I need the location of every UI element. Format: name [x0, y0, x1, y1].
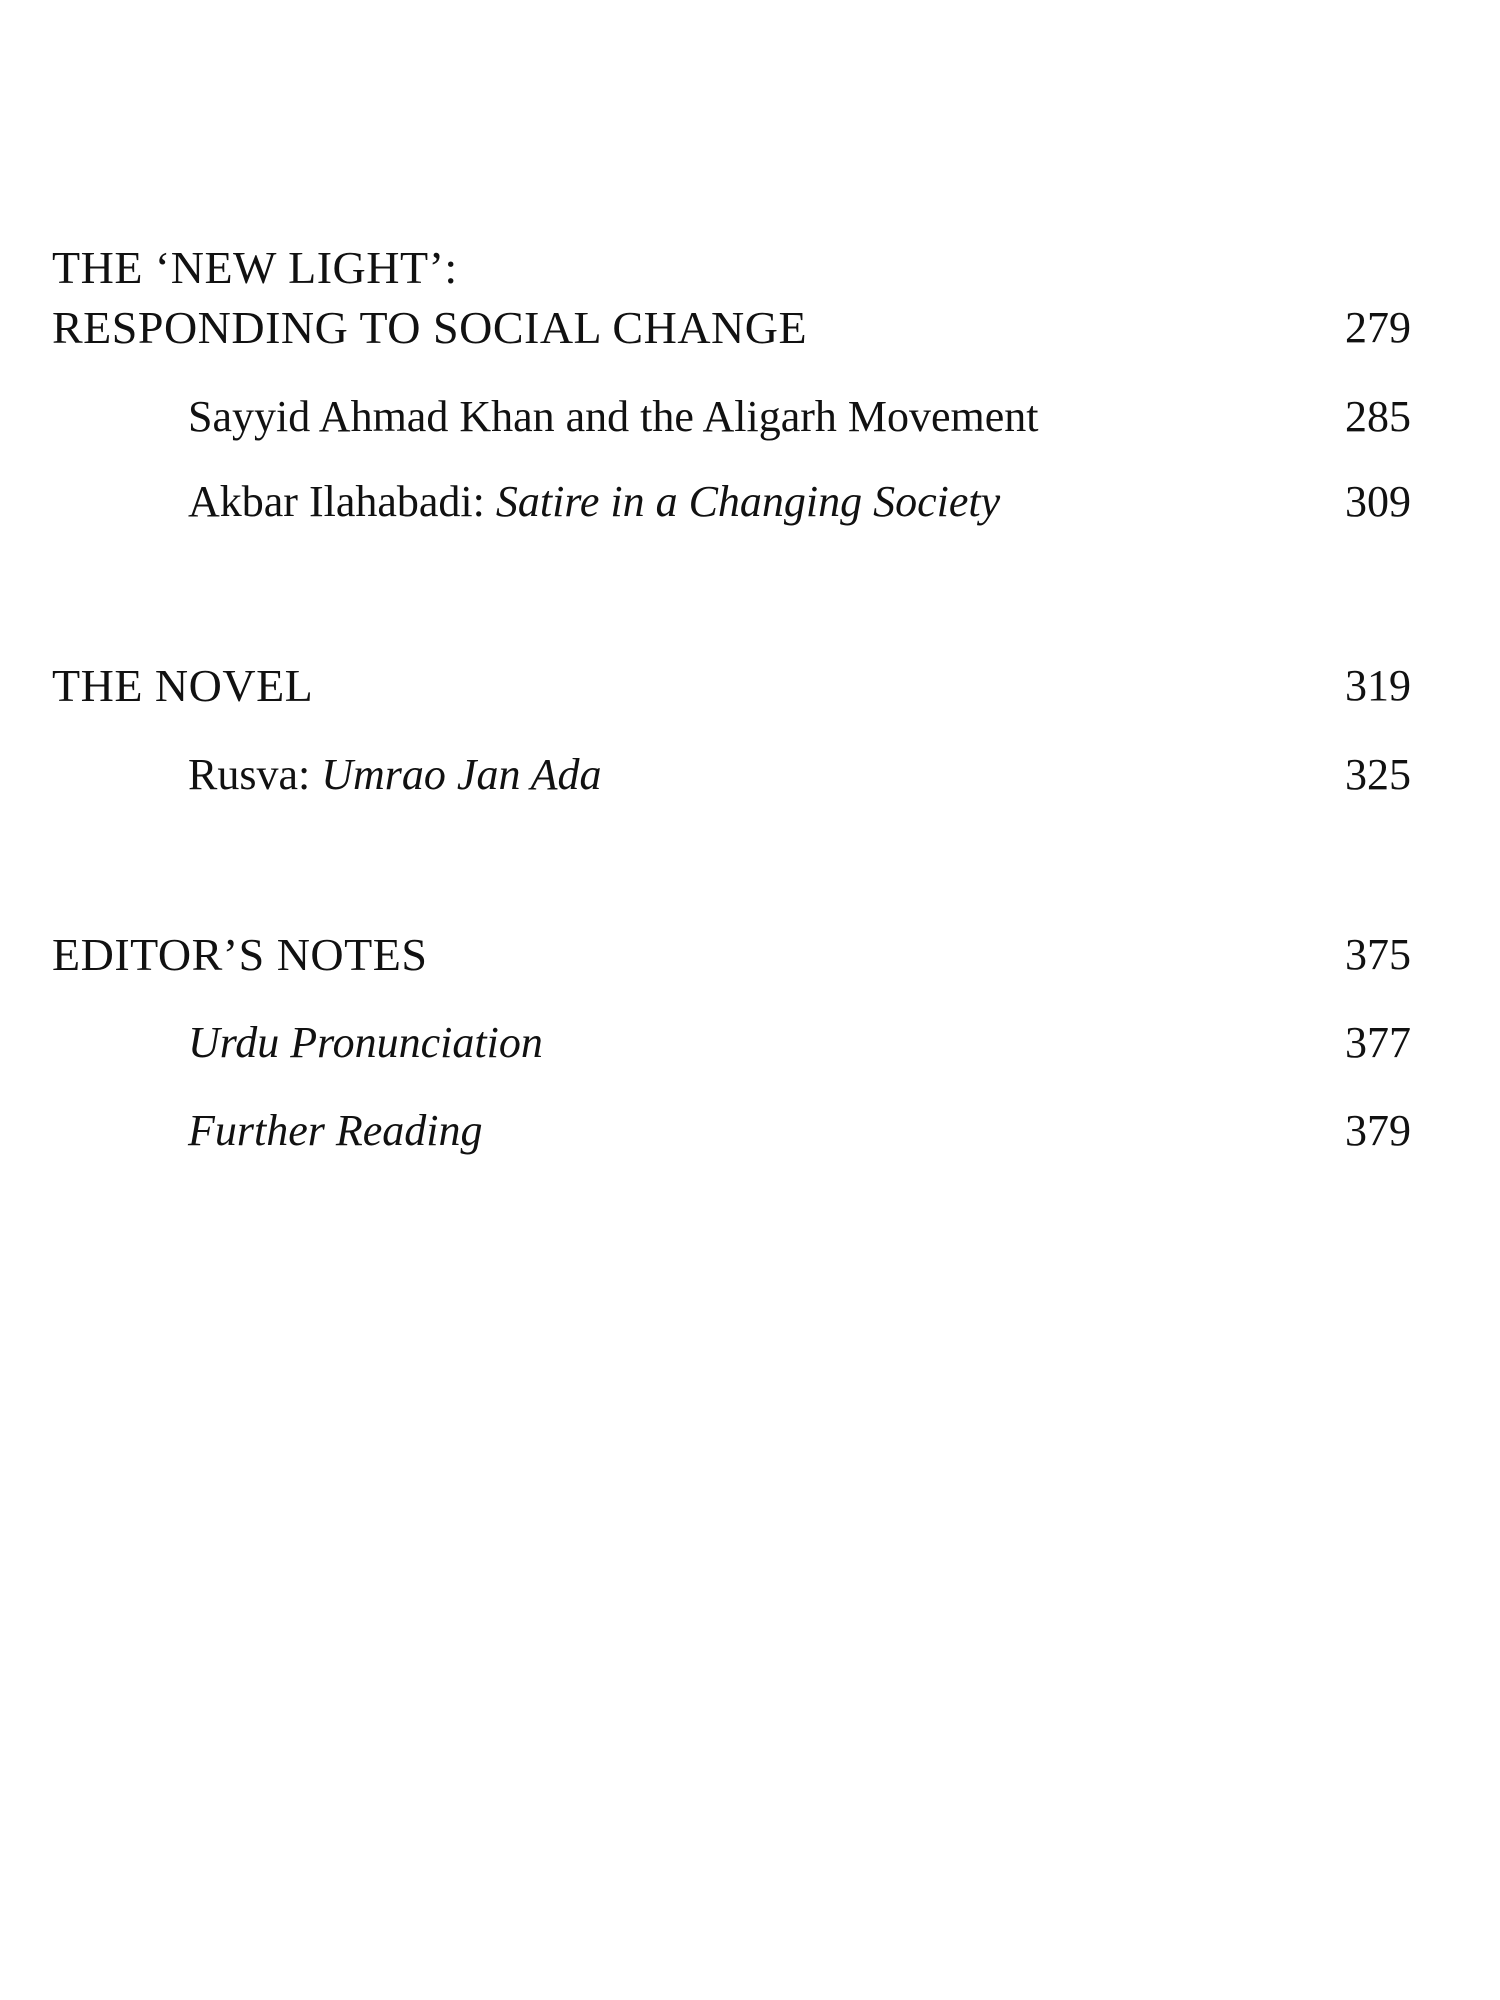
toc-entry-work-title: Umrao Jan Ada — [321, 750, 602, 799]
toc-entry-rusva[interactable] — [0, 745, 1500, 805]
toc-entry-urdu-pronunciation[interactable] — [0, 1013, 1500, 1073]
toc-entry-title: Urdu Pronunciation — [188, 1018, 543, 1067]
toc-section-new-light[interactable] — [0, 298, 1500, 358]
toc-page-number: 377 — [1345, 1018, 1411, 1067]
toc-page-number: 325 — [1345, 750, 1411, 799]
toc-section-title: THE ‘NEW LIGHT’: — [52, 242, 458, 293]
toc-section-editors-notes[interactable] — [0, 925, 1500, 985]
toc-entry-sayyid-ahmad-khan[interactable] — [0, 387, 1500, 447]
toc-entry-title — [188, 472, 1000, 532]
toc-section-title: RESPONDING TO SOCIAL CHANGE — [52, 302, 808, 353]
toc-entry-akbar-ilahabadi[interactable] — [0, 472, 1500, 532]
toc-section-title: EDITOR’S NOTES — [52, 929, 428, 980]
toc-entry-further-reading[interactable] — [0, 1101, 1500, 1161]
toc-page-number: 375 — [1345, 930, 1411, 979]
toc-page-number: 319 — [1345, 661, 1411, 710]
toc-entry-title: Sayyid Ahmad Khan and the Aligarh Movement — [188, 392, 1039, 441]
toc-entry-author: Akbar Ilahabadi: — [188, 477, 496, 526]
toc-page-number: 309 — [1345, 477, 1411, 526]
toc-entry-title: Further Reading — [188, 1106, 483, 1155]
toc-entry-work-title: Satire in a Changing Society — [495, 477, 1001, 526]
toc-page-number: 279 — [1345, 303, 1411, 352]
toc-page-number: 379 — [1345, 1106, 1411, 1155]
toc-section-novel[interactable] — [0, 656, 1500, 716]
toc-page-number: 285 — [1345, 392, 1411, 441]
toc-section-title: THE NOVEL — [52, 660, 314, 711]
toc-entry-title — [188, 745, 602, 805]
toc-section-heading-line1 — [0, 238, 1500, 298]
toc-entry-author: Rusva: — [188, 750, 322, 799]
